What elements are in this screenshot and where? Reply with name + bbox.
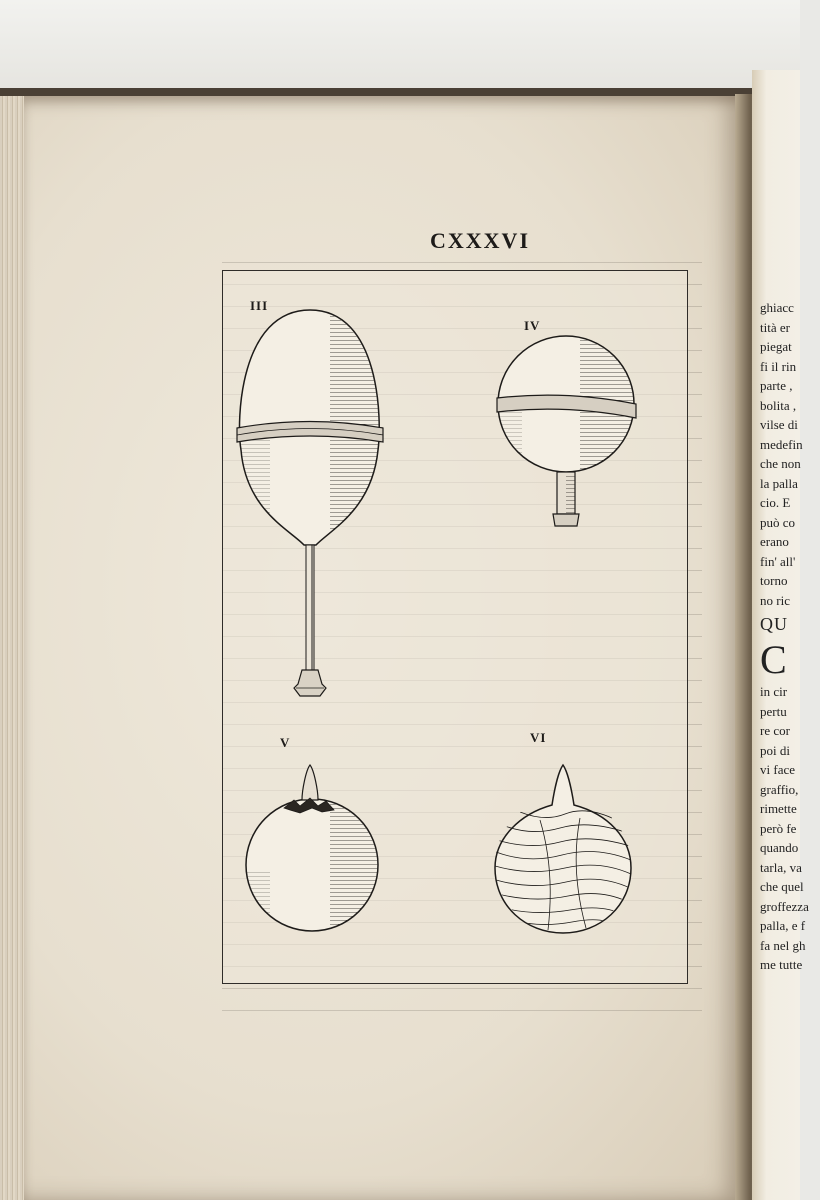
figure-label-iii: III — [250, 298, 269, 313]
right-page-line: che non — [760, 456, 801, 471]
figure-v-broken-flask — [246, 765, 390, 940]
right-page-line: poi di — [760, 742, 790, 758]
right-page-line: fa nel gh — [760, 937, 806, 953]
right-page-line: piegat — [760, 339, 792, 354]
figure-iv-globe — [496, 330, 640, 526]
right-page-line: tarla, va — [760, 859, 802, 875]
right-page-line: QU — [760, 614, 788, 634]
right-page-line: graffio, — [760, 781, 799, 797]
right-page-line: ghiacc — [760, 300, 794, 315]
right-page-line: medefin — [760, 436, 803, 452]
right-page-line: pertu — [760, 703, 787, 719]
right-page-line: fin' all' — [760, 553, 796, 569]
right-page-line: me tutte — [760, 957, 803, 972]
right-page-line: vilse di — [760, 417, 798, 432]
right-page-line: la palla — [760, 475, 798, 491]
figure-label-vi: VI — [530, 730, 547, 745]
right-page-line: quando — [760, 840, 799, 855]
right-page-line: palla, e f — [760, 918, 806, 933]
right-page-line: parte , — [760, 378, 793, 393]
right-page-line: bolita , — [760, 397, 797, 413]
figure-vi-cracked-flask — [495, 765, 631, 933]
right-page-line: in cir — [760, 684, 788, 699]
right-page-line: può co — [760, 514, 796, 530]
right-page-line: torno — [760, 573, 788, 588]
right-page-line: C — [760, 637, 787, 682]
plate-number: CXXXVI — [430, 228, 530, 253]
right-page-line: rimette — [760, 801, 797, 816]
right-page-line: cio. E — [760, 495, 791, 510]
right-page-line: vi face — [760, 762, 796, 777]
right-page-line: che quel — [760, 879, 804, 894]
right-page-line: erano — [760, 534, 789, 549]
right-page-line: fi il rin — [760, 358, 797, 374]
right-page-line: no ric — [760, 592, 790, 608]
right-page-line: però fe — [760, 820, 797, 836]
right-page-line: groffezza — [760, 898, 809, 914]
figure-label-v: V — [280, 735, 291, 750]
right-page-line: re cor — [760, 723, 790, 738]
figure-iii-flask — [237, 300, 390, 696]
figure-label-iv: IV — [524, 318, 541, 333]
right-page-line: tità er — [760, 319, 790, 335]
